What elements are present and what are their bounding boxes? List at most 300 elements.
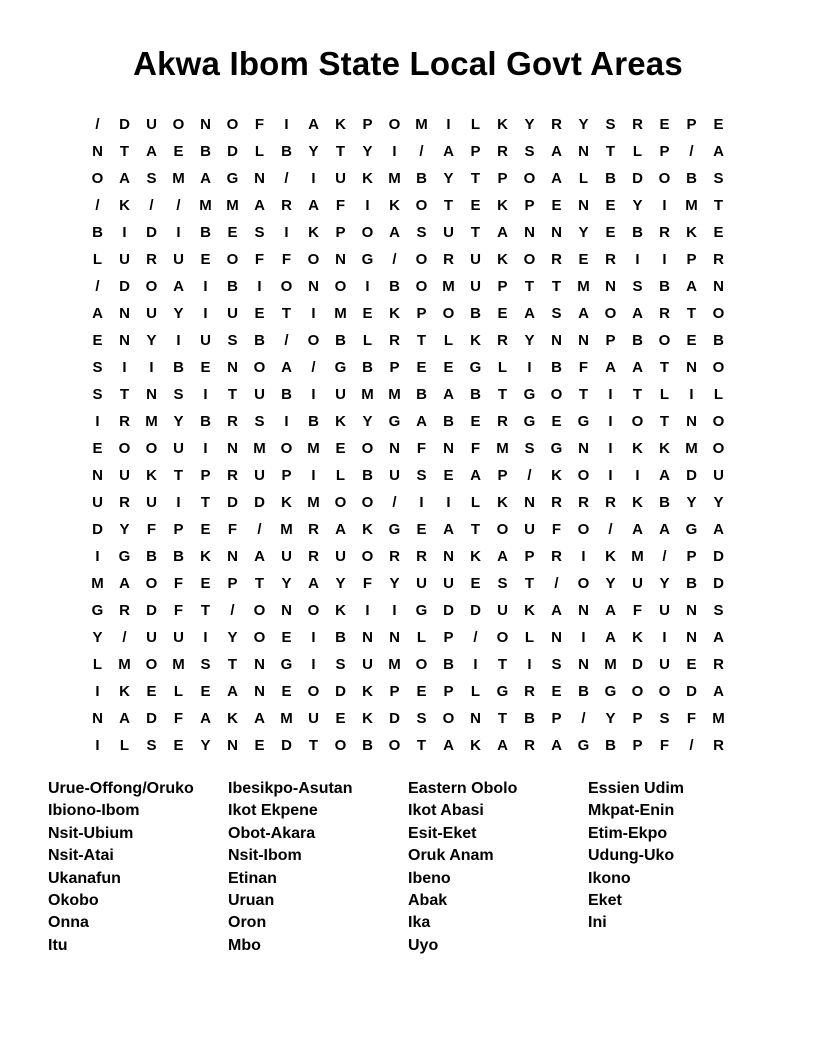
grid-letter: F xyxy=(470,440,481,457)
grid-letter: D xyxy=(686,683,697,700)
grid-letter: M xyxy=(388,170,401,187)
grid-letter: A xyxy=(173,278,184,295)
grid-letter: / xyxy=(95,116,100,133)
grid-letter: U xyxy=(173,629,184,646)
grid-row xyxy=(84,408,732,435)
grid-letter: R xyxy=(659,305,670,322)
grid-letter: O xyxy=(172,116,185,133)
grid-letter: B xyxy=(362,359,373,376)
grid-letter: T xyxy=(470,224,481,241)
grid-letter: N xyxy=(578,656,589,673)
grid-letter: A xyxy=(254,710,265,727)
grid-letter: E xyxy=(551,413,562,430)
grid-letter: F xyxy=(659,737,670,754)
grid-letter: Y xyxy=(524,332,535,349)
grid-letter: I xyxy=(149,359,154,376)
grid-row xyxy=(84,489,732,516)
grid-row xyxy=(84,192,732,219)
grid-letter: T xyxy=(335,143,346,160)
grid-letter: A xyxy=(470,467,481,484)
word-item: Ikot Abasi xyxy=(408,802,484,820)
grid-letter: N xyxy=(551,332,562,349)
page-title: Akwa Ibom State Local Govt Areas xyxy=(133,45,683,82)
grid-letter: M xyxy=(253,440,266,457)
grid-letter: U xyxy=(254,386,265,403)
grid-letter: A xyxy=(119,170,130,187)
grid-letter: I xyxy=(581,548,586,565)
grid-letter: A xyxy=(713,143,724,160)
grid-letter: G xyxy=(604,683,617,700)
grid-row xyxy=(84,624,732,651)
grid-letter: T xyxy=(119,143,130,160)
word-item: Uyo xyxy=(408,936,439,954)
grid-letter: E xyxy=(578,251,589,268)
grid-letter: Y xyxy=(173,305,184,322)
grid-letter: E xyxy=(200,251,211,268)
grid-letter: T xyxy=(470,170,481,187)
grid-letter: M xyxy=(388,386,401,403)
grid-letter: S xyxy=(200,656,211,673)
grid-letter: P xyxy=(686,548,697,565)
grid-letter: O xyxy=(496,629,509,646)
grid-letter: I xyxy=(257,278,262,295)
grid-letter: P xyxy=(524,197,535,214)
grid-letter: K xyxy=(605,548,616,565)
grid-letter: O xyxy=(307,251,320,268)
grid-letter: U xyxy=(119,467,130,484)
grid-letter: F xyxy=(578,359,589,376)
grid-letter: A xyxy=(713,629,724,646)
grid-letter: R xyxy=(416,548,427,565)
grid-letter: O xyxy=(361,440,374,457)
grid-letter: I xyxy=(446,116,451,133)
grid-letter: A xyxy=(524,305,535,322)
grid-letter: I xyxy=(392,143,397,160)
grid-letter: S xyxy=(713,602,724,619)
grid-letter: E xyxy=(416,683,427,700)
grid-letter: E xyxy=(551,197,562,214)
grid-letter: I xyxy=(311,305,316,322)
grid-letter: I xyxy=(608,413,613,430)
grid-letter: E xyxy=(92,440,103,457)
grid-letter: E xyxy=(254,305,265,322)
grid-letter: Y xyxy=(119,521,130,538)
grid-letter: I xyxy=(176,494,181,511)
grid-letter: M xyxy=(442,278,455,295)
grid-letter: D xyxy=(632,170,643,187)
grid-letter: T xyxy=(659,413,670,430)
grid-letter: E xyxy=(281,629,292,646)
grid-letter: N xyxy=(578,332,589,349)
grid-letter: N xyxy=(146,386,157,403)
grid-letter: S xyxy=(713,170,724,187)
grid-letter: M xyxy=(307,440,320,457)
grid-letter: E xyxy=(362,305,373,322)
grid-letter: P xyxy=(470,143,481,160)
grid-letter: A xyxy=(254,197,265,214)
grid-letter: A xyxy=(578,305,589,322)
word-item: Oruk Anam xyxy=(408,847,494,865)
grid-letter: B xyxy=(686,170,697,187)
grid-letter: E xyxy=(173,737,184,754)
grid-letter: O xyxy=(145,440,158,457)
grid-letter: O xyxy=(145,575,158,592)
grid-letter: R xyxy=(524,737,535,754)
grid-letter: A xyxy=(713,683,724,700)
grid-letter: S xyxy=(659,710,670,727)
grid-letter: T xyxy=(632,386,643,403)
grid-letter: N xyxy=(389,629,400,646)
grid-letter: F xyxy=(686,710,697,727)
grid-letter: R xyxy=(389,332,400,349)
word-item: Etim-Ekpo xyxy=(588,824,668,842)
grid-letter: R xyxy=(119,413,130,430)
grid-letter: F xyxy=(416,440,427,457)
grid-letter: B xyxy=(362,737,373,754)
grid-letter: O xyxy=(496,521,509,538)
word-item: Obot-Akara xyxy=(228,824,316,842)
grid-letter: O xyxy=(712,440,725,457)
grid-letter: I xyxy=(365,197,370,214)
grid-letter: O xyxy=(577,467,590,484)
grid-letter: K xyxy=(497,197,508,214)
grid-letter: Y xyxy=(713,494,724,511)
grid-letter: T xyxy=(470,521,481,538)
grid-letter: I xyxy=(284,116,289,133)
grid-letter: O xyxy=(334,278,347,295)
grid-letter: N xyxy=(254,683,265,700)
grid-letter: N xyxy=(200,116,211,133)
grid-letter: P xyxy=(281,467,292,484)
grid-letter: B xyxy=(524,710,535,727)
grid-letter: A xyxy=(497,224,508,241)
grid-letter: N xyxy=(254,170,265,187)
grid-letter: A xyxy=(389,224,400,241)
grid-letter: R xyxy=(146,251,157,268)
grid-letter: F xyxy=(335,197,346,214)
grid-row xyxy=(84,327,732,354)
grid-letter: I xyxy=(608,467,613,484)
grid-letter: O xyxy=(226,116,239,133)
grid-letter: U xyxy=(443,224,454,241)
grid-letter: T xyxy=(713,197,724,214)
grid-letter: P xyxy=(443,629,454,646)
grid-letter: K xyxy=(524,602,535,619)
grid-letter: M xyxy=(199,197,212,214)
grid-letter: O xyxy=(712,359,725,376)
grid-letter: N xyxy=(335,251,346,268)
grid-letter: E xyxy=(605,224,616,241)
grid-letter: A xyxy=(92,305,103,322)
grid-letter: L xyxy=(443,332,454,349)
word-item: Nsit-Atai xyxy=(48,847,114,865)
grid-letter: R xyxy=(308,521,319,538)
grid-letter: E xyxy=(335,710,346,727)
grid-letter: E xyxy=(200,575,211,592)
grid-letter: / xyxy=(176,197,181,214)
grid-letter: Y xyxy=(92,629,103,646)
grid-letter: R xyxy=(389,548,400,565)
grid-row xyxy=(84,138,732,165)
grid-letter: T xyxy=(524,575,535,592)
grid-letter: P xyxy=(173,521,184,538)
grid-letter: K xyxy=(362,170,373,187)
grid-letter: R xyxy=(443,251,454,268)
grid-letter: U xyxy=(335,386,346,403)
grid-letter: N xyxy=(443,440,454,457)
grid-letter: P xyxy=(659,143,670,160)
grid-letter: N xyxy=(281,602,292,619)
grid-letter: O xyxy=(577,521,590,538)
grid-letter: K xyxy=(497,116,508,133)
grid-letter: O xyxy=(604,305,617,322)
grid-letter: O xyxy=(118,440,131,457)
grid-letter: / xyxy=(554,575,559,592)
word-column xyxy=(228,778,408,957)
grid-letter: B xyxy=(173,548,184,565)
grid-letter: B xyxy=(335,629,346,646)
grid-letter: I xyxy=(689,386,694,403)
grid-row xyxy=(84,597,732,624)
grid-letter: E xyxy=(227,224,238,241)
word-item: Ibeno xyxy=(408,869,451,887)
grid-row xyxy=(84,435,732,462)
grid-letter: P xyxy=(227,575,238,592)
grid-letter: N xyxy=(686,629,697,646)
grid-letter: S xyxy=(173,386,184,403)
grid-letter: R xyxy=(281,197,292,214)
grid-letter: E xyxy=(146,683,157,700)
grid-letter: / xyxy=(689,143,694,160)
grid-letter: N xyxy=(227,548,238,565)
grid-letter: / xyxy=(95,278,100,295)
word-item: Itu xyxy=(48,936,68,954)
grid-letter: R xyxy=(119,602,130,619)
grid-letter: A xyxy=(443,521,454,538)
grid-letter: / xyxy=(311,359,316,376)
grid-letter: O xyxy=(253,359,266,376)
grid-letter: B xyxy=(551,359,562,376)
grid-letter: F xyxy=(227,521,238,538)
grid-letter: G xyxy=(118,548,131,565)
grid-letter: E xyxy=(281,683,292,700)
grid-letter: E xyxy=(173,143,184,160)
grid-letter: B xyxy=(416,170,427,187)
grid-letter: I xyxy=(365,278,370,295)
grid-letter: T xyxy=(227,656,238,673)
grid-letter: N xyxy=(578,440,589,457)
grid-letter: N xyxy=(686,602,697,619)
grid-letter: A xyxy=(497,548,508,565)
grid-letter: D xyxy=(713,575,724,592)
grid-letter: K xyxy=(497,251,508,268)
grid-letter: O xyxy=(658,332,671,349)
grid-letter: K xyxy=(308,224,319,241)
grid-letter: R xyxy=(119,494,130,511)
grid-letter: T xyxy=(173,467,184,484)
grid-letter: N xyxy=(92,143,103,160)
grid-letter: K xyxy=(227,710,238,727)
grid-letter: R xyxy=(578,494,589,511)
grid-letter: Y xyxy=(173,413,184,430)
grid-letter: D xyxy=(92,521,103,538)
grid-letter: E xyxy=(605,197,616,214)
grid-letter: P xyxy=(497,170,508,187)
grid-letter: B xyxy=(470,305,481,322)
grid-letter: A xyxy=(497,737,508,754)
grid-letter: N xyxy=(362,629,373,646)
grid-letter: P xyxy=(497,467,508,484)
grid-letter: F xyxy=(173,602,184,619)
grid-letter: F xyxy=(173,575,184,592)
grid-letter: G xyxy=(577,737,590,754)
word-item: Ini xyxy=(588,914,607,932)
word-item: Ikono xyxy=(588,869,631,887)
grid-letter: R xyxy=(227,413,238,430)
grid-letter: / xyxy=(95,197,100,214)
grid-letter: N xyxy=(389,440,400,457)
grid-letter: A xyxy=(119,710,130,727)
grid-letter: M xyxy=(415,116,428,133)
grid-letter: M xyxy=(172,656,185,673)
grid-letter: B xyxy=(605,737,616,754)
grid-letter: R xyxy=(524,683,535,700)
grid-letter: I xyxy=(203,386,208,403)
grid-letter: T xyxy=(659,359,670,376)
grid-letter: Y xyxy=(362,413,373,430)
grid-letter: G xyxy=(577,413,590,430)
grid-letter: S xyxy=(146,170,157,187)
grid-letter: I xyxy=(122,224,127,241)
grid-letter: T xyxy=(281,305,292,322)
grid-letter: I xyxy=(581,629,586,646)
grid-letter: D xyxy=(713,548,724,565)
grid-letter: D xyxy=(146,224,157,241)
grid-letter: L xyxy=(335,467,346,484)
grid-letter: O xyxy=(91,170,104,187)
grid-letter: I xyxy=(122,359,127,376)
grid-letter: O xyxy=(415,656,428,673)
grid-letter: S xyxy=(254,224,265,241)
grid-letter: F xyxy=(281,251,292,268)
grid-letter: I xyxy=(95,737,100,754)
grid-letter: G xyxy=(496,683,509,700)
grid-letter: T xyxy=(416,332,427,349)
grid-letter: U xyxy=(659,602,670,619)
grid-letter: K xyxy=(632,494,643,511)
grid-letter: O xyxy=(712,305,725,322)
grid-letter: O xyxy=(334,494,347,511)
grid-letter: O xyxy=(658,683,671,700)
grid-row xyxy=(84,381,732,408)
grid-letter: Y xyxy=(605,575,616,592)
grid-letter: E xyxy=(254,737,265,754)
grid-letter: Y xyxy=(335,575,346,592)
grid-letter: D xyxy=(686,467,697,484)
grid-letter: S xyxy=(227,332,238,349)
grid-letter: I xyxy=(176,224,181,241)
grid-letter: O xyxy=(712,413,725,430)
grid-letter: K xyxy=(659,440,670,457)
grid-letter: G xyxy=(685,521,698,538)
grid-letter: U xyxy=(173,251,184,268)
grid-letter: M xyxy=(685,197,698,214)
grid-letter: L xyxy=(713,386,724,403)
grid-letter: M xyxy=(172,170,185,187)
grid-letter: F xyxy=(632,602,643,619)
grid-letter: A xyxy=(254,548,265,565)
grid-letter: K xyxy=(119,197,130,214)
word-list xyxy=(48,778,768,957)
grid-letter: O xyxy=(226,251,239,268)
grid-letter: U xyxy=(254,467,265,484)
grid-letter: F xyxy=(173,710,184,727)
grid-letter: T xyxy=(686,305,697,322)
grid-letter: P xyxy=(362,116,373,133)
grid-letter: I xyxy=(608,440,613,457)
grid-letter: L xyxy=(92,251,103,268)
grid-letter: U xyxy=(146,629,157,646)
grid-letter: K xyxy=(551,467,562,484)
grid-letter: D xyxy=(119,116,130,133)
word-item: Ibesikpo-Asutan xyxy=(228,780,353,797)
grid-letter: M xyxy=(145,413,158,430)
grid-letter: R xyxy=(713,656,724,673)
grid-letter: R xyxy=(713,737,724,754)
grid-letter: U xyxy=(524,521,535,538)
grid-letter: E xyxy=(416,521,427,538)
grid-letter: G xyxy=(550,440,563,457)
grid-letter: L xyxy=(173,683,184,700)
word-column xyxy=(408,778,588,957)
grid-letter: M xyxy=(334,305,347,322)
grid-letter: / xyxy=(662,548,667,565)
grid-letter: U xyxy=(227,305,238,322)
grid-letter: B xyxy=(686,575,697,592)
grid-letter: N xyxy=(227,737,238,754)
grid-letter: K xyxy=(389,305,400,322)
grid-letter: B xyxy=(470,386,481,403)
grid-letter: B xyxy=(227,278,238,295)
grid-letter: I xyxy=(311,386,316,403)
grid-letter: M xyxy=(91,575,104,592)
grid-letter: U xyxy=(659,656,670,673)
grid-letter: U xyxy=(335,548,346,565)
grid-letter: Y xyxy=(227,629,238,646)
grid-letter: O xyxy=(442,305,455,322)
grid-letter: N xyxy=(578,197,589,214)
grid-letter: U xyxy=(443,575,454,592)
grid-letter: L xyxy=(632,143,643,160)
grid-letter: A xyxy=(605,602,616,619)
grid-letter: D xyxy=(335,683,346,700)
grid-letter: O xyxy=(550,386,563,403)
grid-letter: A xyxy=(308,197,319,214)
grid-letter: L xyxy=(416,629,427,646)
grid-letter: / xyxy=(392,494,397,511)
grid-letter: Y xyxy=(605,710,616,727)
grid-letter: P xyxy=(632,710,643,727)
grid-letter: K xyxy=(362,710,373,727)
grid-letter: U xyxy=(497,602,508,619)
grid-letter: O xyxy=(415,278,428,295)
grid-letter: B xyxy=(659,278,670,295)
grid-letter: U xyxy=(173,440,184,457)
grid-letter: B xyxy=(713,332,724,349)
grid-letter: O xyxy=(253,602,266,619)
grid-letter: U xyxy=(146,494,157,511)
grid-letter: K xyxy=(335,602,346,619)
